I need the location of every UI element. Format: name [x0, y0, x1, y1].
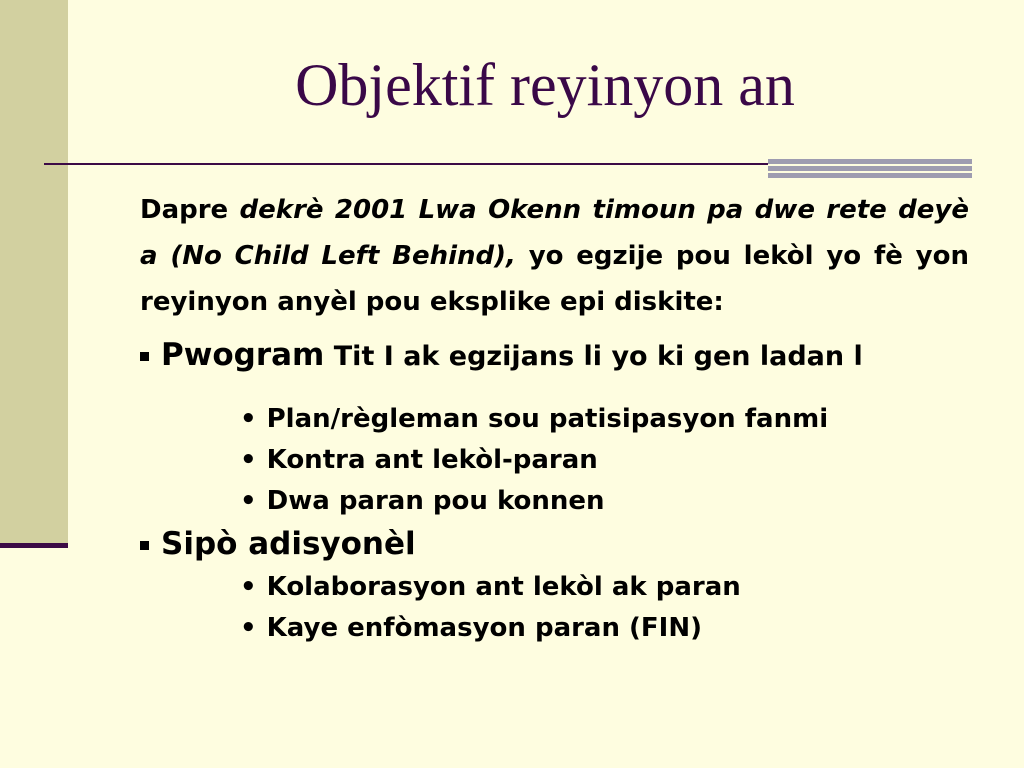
intro-lead: Dapre — [140, 195, 229, 225]
section-support-label: Sipò adisyonèl — [161, 526, 416, 562]
list-item-text: Plan/règleman sou patisipasyon fanmi — [266, 404, 829, 434]
list-item-text: Kontra ant lekòl-paran — [266, 445, 598, 475]
intro-rest: yo egzije pou lekòl yo fè yon reyinyon anyèl pou eksplike epi diskite: — [140, 241, 969, 317]
title-divider — [44, 163, 769, 165]
section-program-label: Pwogram — [161, 337, 325, 373]
round-bullet-icon: • — [240, 486, 257, 516]
section-program — [140, 333, 969, 379]
section-program-detail: Tit I ak egzijans li yo ki gen ladan l — [333, 341, 863, 372]
list-item — [240, 399, 969, 440]
intro-paragraph — [140, 187, 969, 325]
list-item — [240, 440, 969, 481]
square-bullet-icon — [140, 352, 149, 361]
round-bullet-icon: • — [240, 404, 257, 434]
list-item-text: Kolaborasyon ant lekòl ak paran — [266, 572, 741, 602]
round-bullet-icon: • — [240, 445, 257, 475]
intro-emphasis: dekrè 2001 Lwa Okenn timoun pa dwe rete deyè a (No Child Left Behind), — [140, 195, 969, 271]
round-bullet-icon: • — [240, 572, 257, 602]
list-item-text: Kaye enfòmasyon paran (FIN) — [266, 613, 702, 643]
list-item — [240, 608, 969, 649]
section-program-text — [161, 333, 863, 379]
title-accent-bars — [768, 159, 972, 179]
list-item-text: Dwa paran pou konnen — [266, 486, 605, 516]
slide-title: Objektif reyinyon an — [295, 52, 795, 118]
list-item — [240, 567, 969, 608]
section-support — [140, 522, 969, 567]
list-item — [240, 481, 969, 522]
left-band-rule — [0, 543, 68, 548]
slide-body — [140, 187, 969, 649]
square-bullet-icon — [140, 541, 149, 550]
round-bullet-icon: • — [240, 613, 257, 643]
